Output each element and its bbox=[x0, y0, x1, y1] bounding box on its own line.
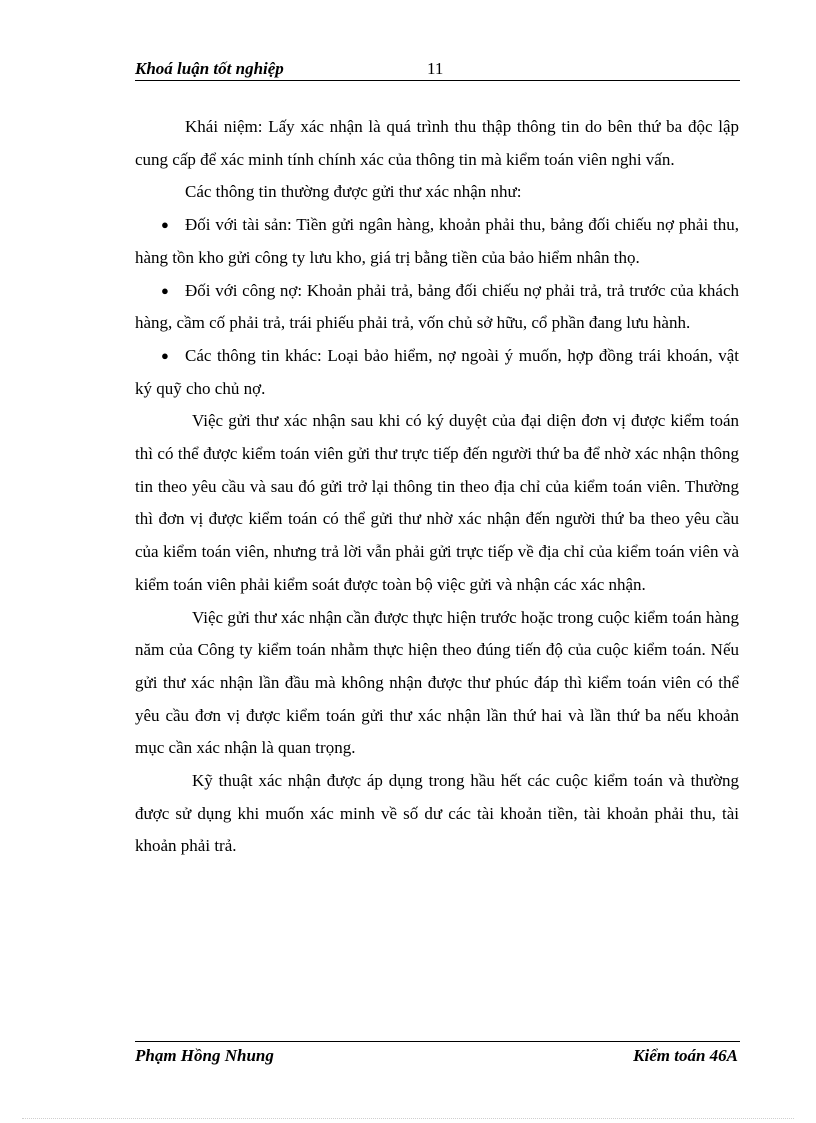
list-item-text: Các thông tin khác: Loại bảo hiểm, nợ ngoài ý muốn, hợp đồng trái khoán, vật ký quỹ cho chủ nợ. bbox=[135, 345, 739, 398]
paragraph-sending-process: Việc gửi thư xác nhận sau khi có ký duyệt của đại diện đơn vị được kiểm toán thì có thể được kiểm toán viên gửi thư trực tiếp đến người thứ ba để nhờ xác nhận thông tin theo yêu cầu và sau đó gửi trở lại thông tin theo địa chỉ của kiểm toán viên. Thường thì đơn vị được kiểm toán có thể gửi thư nhờ xác nhận đến người thứ ba theo yêu cầu của kiểm toán viên, nhưng trả lời vẫn phải gửi trực tiếp về địa chỉ của kiểm toán viên và kiểm toán viên phải kiểm soát được toàn bộ việc gửi và nhận các xác nhận. bbox=[135, 411, 739, 594]
bullet-icon: ● bbox=[161, 217, 169, 233]
bullet-icon: ● bbox=[161, 347, 169, 363]
footer-author: Phạm Hồng Nhung bbox=[135, 1046, 274, 1065]
list-item-text: Đối với công nợ: Khoản phải trả, bảng đối chiếu nợ phải trả, trả trước của khách hàng, cầm cố phải trả, trái phiếu phải trả, vốn chủ sở hữu, cổ phần đang lưu hành. bbox=[135, 280, 739, 333]
list-item bbox=[135, 275, 739, 340]
paragraph-application: Kỹ thuật xác nhận được áp dụng trong hầu hết các cuộc kiểm toán và thường được sử dụng khi muốn xác minh về số dư các tài khoản tiền, tài khoản phải thu, tài khoản phải trả. bbox=[135, 771, 739, 856]
header-title: Khoá luận tốt nghiệp bbox=[135, 59, 284, 78]
page-number: 11 bbox=[427, 59, 444, 78]
list-item bbox=[135, 340, 739, 405]
document-body bbox=[135, 111, 739, 863]
bullet-icon: ● bbox=[161, 282, 169, 298]
list-item bbox=[135, 209, 739, 274]
page-edge-divider bbox=[22, 1118, 794, 1119]
page-header bbox=[135, 58, 740, 81]
paragraph-intro-list: Các thông tin thường được gửi thư xác nhận như: bbox=[185, 182, 522, 202]
footer-class: Kiểm toán 46A bbox=[633, 1046, 738, 1065]
page-footer bbox=[135, 1041, 740, 1068]
paragraph-timing: Việc gửi thư xác nhận cần được thực hiện trước hoặc trong cuộc kiểm toán hàng năm của Công ty kiểm toán nhằm thực hiện theo đúng tiến độ của cuộc kiểm toán. Nếu gửi thư xác nhận lần đầu mà không nhận được thư phúc đáp thì kiểm toán viên có thể yêu cầu đơn vị được kiểm toán gửi thư xác nhận lần thứ hai và lần thứ ba nếu khoản mục cần xác nhận là quan trọng. bbox=[135, 607, 739, 758]
list-item-text: Đối với tài sản: Tiền gửi ngân hàng, khoản phải thu, bảng đối chiếu nợ phải thu, hàng tồn kho gửi công ty lưu kho, giá trị bằng tiền của bảo hiểm nhân thọ. bbox=[135, 215, 739, 267]
paragraph-definition: Khái niệm: Lấy xác nhận là quá trình thu thập thông tin do bên thứ ba độc lập cung cấp để xác minh tính chính xác của thông tin mà kiểm toán viên nghi vấn. bbox=[135, 117, 739, 169]
